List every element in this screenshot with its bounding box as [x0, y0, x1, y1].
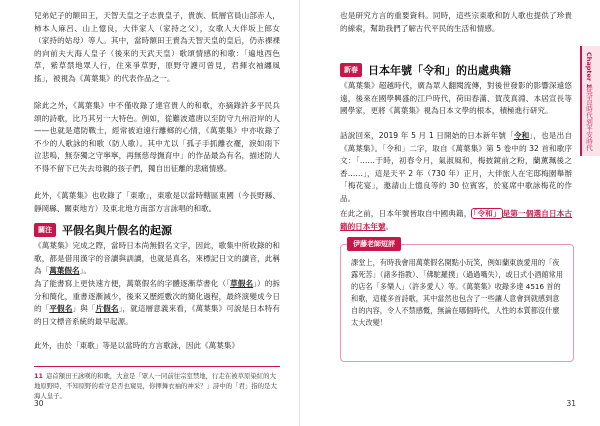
- paragraph-azuma-uta: 此外，《萬葉集》也收錄了「東歌」，東歌是以當時轄區東國（今長野縣、靜岡縣、關東地方）及東北地方南部方言詠唱的和歌。: [34, 191, 280, 213]
- footnote-text: 這首額田王詠嘆的和歌，大意是「眾人一同前往宗室禁地，行走在被草原染紅的大地原野時，不知原野的看守是否也窺見，你揮舞衣袖的神采？」詩中的「君」指的是大海人皇子。: [34, 372, 277, 400]
- paragraph-dialect-continued: 也是研究方言的重要資料。同時，這些宗東歌和防人歌也提供了珍貴的線索，幫助我們了解古代平民的生活和情感。: [340, 11, 572, 33]
- highlight-katakana: 片假名: [95, 304, 119, 314]
- paragraph-manyoshu-poets: 兒弟妃子的額田王，天智天皇之子志貴皇子，貴族、低層官員山部赤人，柿本人麻呂、山上憶良，大伴家人（家持之父），女歌人大伴坂上郎女（家持的姑母）等人。其中，當時額田王貴為天智天皇的皇后，仍赤裸裸的向前夫大海人皇子（後來的天武天皇）歌頌情感的和歌：「遍地西色草，紫草禁地眾人行，住來爭草野，原野守護可曾見，君揮衣袖纏風搖」，被視為《萬葉集》的代表作品之一。: [34, 11, 280, 83]
- heading-title: 平假名與片假名的起源: [62, 224, 172, 237]
- paragraph-dialect: 此外，由於「東歌」等是以當時的方言歌詠，因此《萬葉集》: [34, 341, 240, 350]
- chapter-title: 從奈良時代到平安時代: [585, 86, 593, 151]
- footnote: [34, 366, 280, 401]
- heading-tag: 關注: [34, 223, 56, 237]
- highlight-reiwa: 令和: [513, 131, 530, 140]
- footnote-number: 11: [34, 372, 43, 380]
- highlight-hiragana: 平假名: [49, 304, 73, 314]
- paragraph-manyogana: 《萬葉集》完成之際，當時日本尚無假名文字，因此，歌集中所收錄的和歌，都是借用漢字的音讀與訓讀，也就是真名，來標記日文的讀音，此稱為「萬葉假名」。: [34, 241, 280, 276]
- chapter-label: Chapter 1: [585, 52, 593, 88]
- highlight-first-era: 是第一個選自日本古籍的日本年號: [340, 209, 573, 231]
- paragraph-influence: 《萬葉集》超越時代，廣為眾人翻閱流傳，對後世發影的影響深遠悠遠，後來在國學興盛的江戶時代，荷田春滿、賀茂真淵、本居宣長等國學家，更將《萬葉集》視為日本文學的根本，積極進行研究。: [340, 81, 572, 116]
- heading-tag: 新春: [340, 63, 362, 77]
- paragraph-reiwa-origin: 話說回來，2019 年 5 月 1 日開始的日本新年號「令和」，也是出自《萬葉集》。「令和」二字，取自《萬葉集》第 5 卷中的 32 首和歌序文：「……于時，初春令月，氣淑風和，梅披鏡前之粉，蘭薰珮後之香……」，這是天平 2 年（730 年）正月，大伴旅人在宅邸梅園舉辦「梅花宴」，邀請山上憶良等約 30 位賓客，於宴席中歌詠梅花的作品。: [340, 131, 572, 203]
- highlight-reiwa-box: 「令和」: [473, 209, 501, 218]
- paragraph-sakimori: 除此之外，《萬葉集》中不僅收錄了達官貴人的和歌，亦摘錄許多平民兵頌的詩歌，比乃其另一大特色。例如，從難波遣唐以至防守九州沿岸的人——也就是遣防戰士，經常被迫遠行離鄉的心情，《萬葉集》中亦收錄了不少的人歌詠的和歌（防人歌）。其中尤以「孤子手抓離衣襬，淚如雨下泣悲嗚，無奈獨之守寧寧，再無慈母撫育中」的作品最為有名，描述防人不得不留下已失去母親的孩子們，獨自出征離的悲痛情感。: [34, 101, 280, 173]
- highlight-manyogana: 萬葉假名: [49, 266, 80, 276]
- page-number-right: 31: [566, 399, 576, 408]
- note-heading: 伊藤老師短評: [347, 237, 401, 251]
- paragraph-kana-evolution: 為了能書寫上更快速方便，萬葉假名的字體逐漸草書化（「草假名」）的拆分和簡化，重書逐漸減少，後來又歷經數次的簡化過程，最終演變成今日的「平假名」與「片假名」，就這層意義來看，《萬葉集》可說是日本特有的日文標音系統的最早起源。: [34, 279, 280, 326]
- page-number-left: 30: [34, 399, 44, 408]
- right-page: [300, 0, 600, 426]
- chapter-side-tab: [580, 46, 600, 156]
- teacher-note-box: [340, 240, 574, 362]
- section-heading-kana: [34, 222, 172, 238]
- section-heading-reiwa: [340, 62, 511, 78]
- heading-title: 日本年號「令和」的出處典籍: [368, 64, 511, 77]
- note-body: 課堂上，有時我會用萬葉假名開點小玩笑，例如蘭東族愛用的「夜露死苦」（諸多指教）、「佛駝羅撲」（過過嘴失），或日式小酒館常用的店名「多樂人」（許多愛人）等。《萬葉集》收錄多達 4516 首的和歌，這樣多首詩歌，其中當然也包含了一些讓人意會到就感到意自的內容，令人不禁感慨，無論在哪個時代，人性的本質都沒什麼太大改變！: [351, 258, 564, 327]
- paragraph-first-japanese-era: 在此之前，日本年號皆取自中國典籍， 「令和」 是第一個選自日本古籍的日本年號。: [340, 209, 573, 231]
- highlight-sogana: 草假名: [230, 279, 254, 288]
